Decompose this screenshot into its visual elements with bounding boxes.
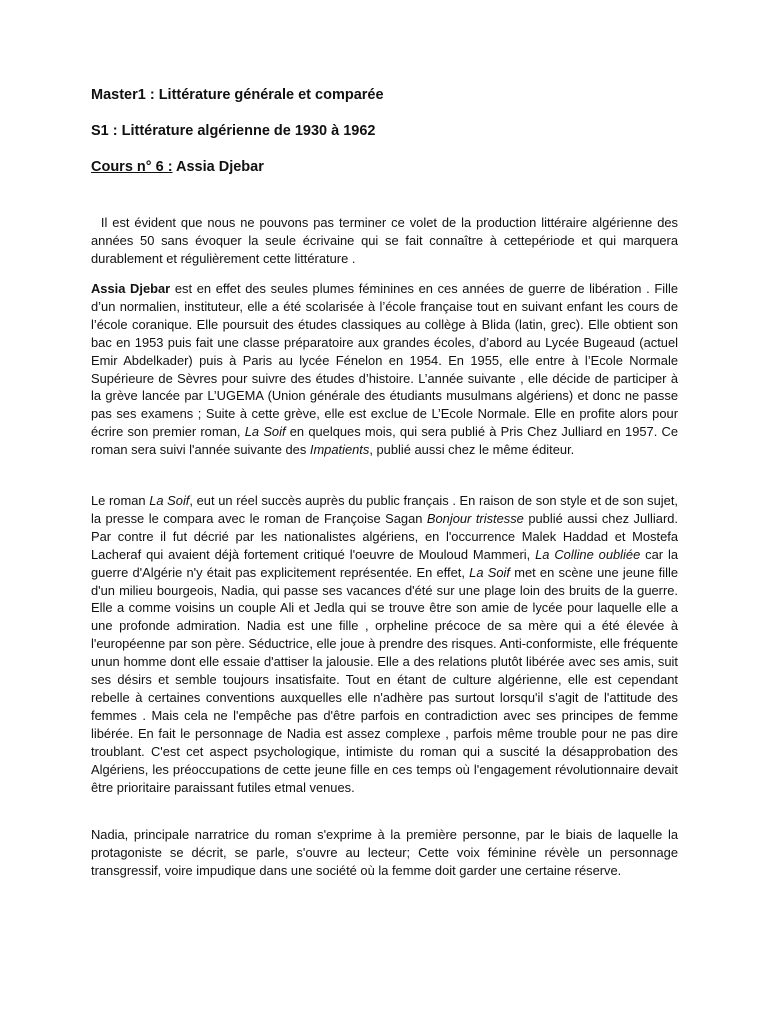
novel-text: publié aussi chez Julliard. Par contre il fut décrié par les nationalistes algériens, en l'occurrence Malek Haddad et Mostefa Lacheraf qui avaient déjà fortement critiqué l'oeuvre de Mouloud Mammeri, <box>91 510 678 562</box>
biography-text: , publié aussi chez le même éditeur. <box>369 442 575 458</box>
book-title: La Soif <box>469 564 510 580</box>
book-title: La Colline oubliée <box>535 546 641 562</box>
semester-heading: S1 : Littérature algérienne de 1930 à 1962 <box>91 123 376 139</box>
book-title: Bonjour tristesse <box>426 510 524 526</box>
biography-text: en quelques mois, qui sera publié à Pris Chez Julliard en 1957. Ce roman sera suivi l'année suivante des <box>91 424 678 458</box>
master-heading: Master1 : Littérature générale et comparée <box>91 87 384 103</box>
novel-text: car la guerre d'Algérie n'y était pas explicitement représentée. En effet, <box>91 546 678 580</box>
course-heading <box>91 158 264 176</box>
biography-paragraph <box>91 280 678 459</box>
book-title: La Soif <box>149 493 190 508</box>
biography-text: est en effet des seules plumes féminines en ces années de guerre de libération . Fille d’un normalien, instituteur, elle a été scolarisée à l’école française tout en suivant enfant les cours de l’école coranique. Elle poursuit des études classiques au collège à Blida (latin, grec). Elle obtient son bac en 1953 puis fait une classe préparatoire aux grandes écoles, d’abord au Lycée Bugeaud (actuel Emir Abdelkader) puis à Paris au lycée Fénelon en 1954. En 1955, elle entre à l’Ecole Normale Supérieure de Sèvres pour suivre des études d’histoire. L’année suivante , elle décide de participer à la grève lancée par L’UGEMA (Union générale des étudiants musulmans algériens) et donc ne passe pas ses examens ; Suite à cette grève, elle est exclue de L’Ecole Normale. Elle en profite alors pour écrire son premier roman, <box>91 281 678 440</box>
narrator-paragraph: Nadia, principale narratrice du roman s'exprime à la première personne, par le biais de laquelle la protagoniste se décrit, se parle, s'ouvre au lecteur; Cette voix féminine révèle un personnage transgressif, voire impudique dans une société où la femme doit garder une certaine réserve. <box>91 827 678 878</box>
author-name: Assia Djebar <box>91 281 171 296</box>
intro-paragraph: Il est évident que nous ne pouvons pas terminer ce volet de la production littéraire algérienne des années 50 sans évoquer la seule écrivaine qui se fait connaître à cettepériode et qui marquera durablement et régulièrement cette littérature . <box>91 215 686 266</box>
book-title: Impatients <box>309 442 370 458</box>
novel-paragraph <box>91 492 678 796</box>
book-title: La Soif <box>244 424 286 440</box>
novel-text: met en scène une jeune fille d'un milieu bourgeois, Nadia, qui passe ses vacances d'été sur une plage loin des bruits de la guerre. Elle a comme voisins un couple Ali et Jedla qui se trouve être son amie de lycée pour laquelle elle a une profonde admiration. Nadia est une fille , orpheline précoce de sa mère qui a été élevée à l'européenne par son père. Séductrice, elle joue à prendre des risques. Anti-conformiste, elle fréquente unun homme dont elle essaie d'attiser la jalousie. Elle a des relations plutôt libérée avec ses amis, suit ses désirs et semble toujours insatisfaite. Tout en étant de culture algérienne, elle est cependant rebelle à certaines conventions auxquelles elle n'adhère pas surtout lorsqu'il s'agit de l'attitude des femmes . Mais cela ne l'empêche pas d'être parfois en contradiction avec ses principes de femme libérée. En fait le personnage de Nadia est assez complexe , parfois même trouble pour ne pas dire troublant. C'est cet aspect psychologique, intimiste du roman qui a suscité la désapprobation des Algériens, les préoccupations de cette jeune fille en ces temps où l'engagement révolutionnaire devait être prioritaire paraissant futiles etmal venues. <box>91 564 678 795</box>
novel-text: Le roman <box>91 493 150 508</box>
course-title: Assia Djebar <box>172 159 264 175</box>
novel-text: , eut un réel succès auprès du public français . En raison de son style et de son sujet, la presse le compara avec le roman de Françoise Sagan <box>91 493 678 526</box>
course-number-label: Cours n° 6 : <box>91 159 173 175</box>
